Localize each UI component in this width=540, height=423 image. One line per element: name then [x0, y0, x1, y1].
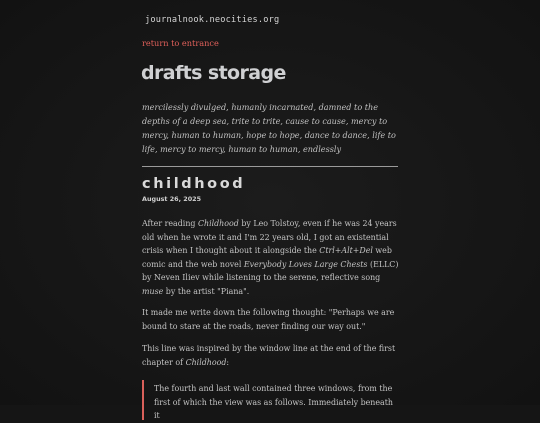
p1-text-e: web comic and the web novel [142, 246, 392, 269]
page-title: drafts storage [141, 62, 286, 84]
blockquote [142, 380, 400, 420]
p1-text-g: (ELLC) by Neven Iliev while listening to the serene, reflective song [142, 259, 399, 283]
return-to-entrance-link[interactable]: return to entrance [142, 38, 219, 48]
p3-text-a: This line was inspired by the window line at the end of the first chapter of [142, 344, 396, 367]
p1-text-i: by the artist "Piana". [163, 286, 250, 296]
p1-text-c: by Leo Tolstoy, even if he was 24 years old when he wrote it and I'm 22 years old, I got an existential crisis when I thought about it alongside the [142, 219, 397, 256]
post-date: August 26, 2025 [142, 195, 202, 203]
post-paragraph-1 [142, 217, 400, 299]
p3-text-c: : [226, 357, 230, 367]
book-title-childhood: Childhood [197, 219, 239, 228]
post-title: childhood [142, 176, 246, 192]
site-url: journalnook.neocities.org [145, 15, 280, 25]
song-title: muse [142, 286, 164, 296]
header-divider [142, 166, 398, 167]
book-title-childhood-2: Childhood [185, 357, 227, 367]
webnovel-title: Everybody Loves Large Chests [243, 259, 368, 269]
post-paragraph-3 [142, 342, 400, 369]
p1-text-a: After reading [142, 219, 198, 228]
webcomic-title: Ctrl+Alt+Del [319, 246, 373, 256]
site-tagline: mercilessly divulged, humanly incarnated, damned to the depths of a deep sea, trite to trite, cause to cause, mercy to mercy, human to human, hope to hope, dance to dance, life to life, mercy to mercy, human to human, endlessly [142, 102, 396, 154]
blockquote-text: The fourth and last wall contained three windows, from the first of which the view was as follows. Immediately beneath it [154, 384, 394, 421]
post-paragraph-2: It made me write down the following thought: "Perhaps we are bound to stare at the roads, never finding our way out." [142, 308, 395, 331]
